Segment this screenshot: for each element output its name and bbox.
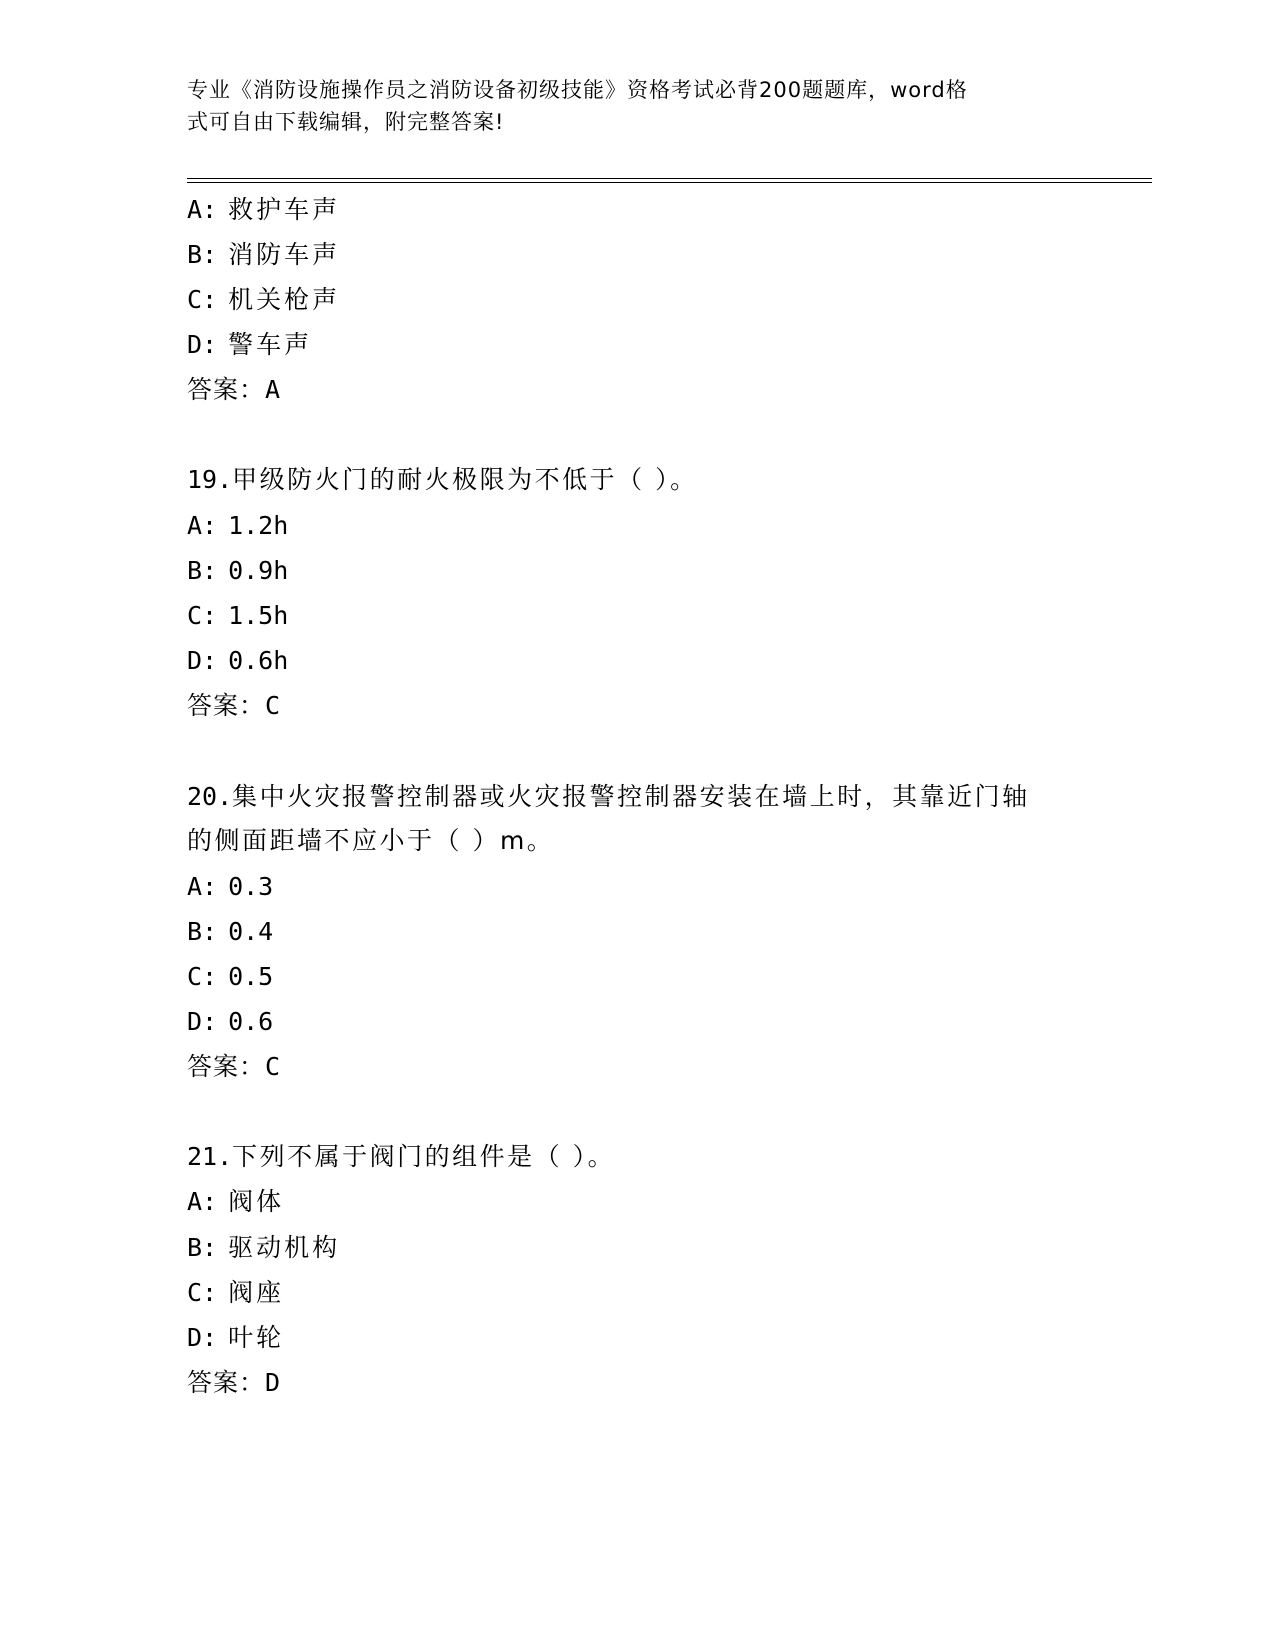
option-b: [187, 555, 288, 587]
option-d: [187, 1006, 273, 1038]
question-number: 20.: [187, 782, 233, 811]
question-text-line-1: 集中火灾报警控制器或火灾报警控制器安装在墙上时，其靠近门轴: [232, 782, 1030, 811]
option-label: B:: [187, 1233, 218, 1262]
option-c: [187, 284, 340, 316]
answer-label: 答案：: [187, 691, 266, 720]
option-a: [187, 510, 288, 542]
answer-value: D: [265, 1368, 282, 1397]
option-text: 0.6: [228, 1007, 274, 1036]
option-label: D:: [187, 1007, 218, 1036]
option-d: [187, 645, 288, 677]
option-a: [187, 871, 273, 903]
option-text: 消防车声: [228, 240, 341, 269]
option-label: B:: [187, 556, 218, 585]
answer-line: [187, 374, 281, 406]
answer-label: 答案：: [187, 1052, 266, 1081]
option-label: C:: [187, 285, 218, 314]
option-label: C:: [187, 1278, 218, 1307]
option-label: A:: [187, 1187, 218, 1216]
answer-label: 答案：: [187, 375, 266, 404]
option-c: [187, 600, 288, 632]
question-text: 甲级防火门的耐火极限为不低于（ ）。: [232, 465, 698, 494]
option-text: 1.5h: [228, 601, 289, 630]
option-text: 阀座: [228, 1278, 285, 1307]
option-a: [187, 1186, 284, 1218]
header-line-1: 专业《消防设施操作员之消防设备初级技能》资格考试必背200题题库，word格: [187, 78, 968, 102]
option-text: 0.4: [228, 917, 274, 946]
option-text: 救护车声: [228, 195, 341, 224]
question-21: [187, 1141, 615, 1173]
option-label: B:: [187, 240, 218, 269]
option-b: [187, 239, 340, 271]
option-text: 驱动机构: [228, 1233, 341, 1262]
option-text: 0.3: [228, 872, 274, 901]
option-text: 警车声: [228, 330, 313, 359]
option-label: D:: [187, 330, 218, 359]
option-c: [187, 961, 273, 993]
option-label: C:: [187, 601, 218, 630]
option-d: [187, 329, 312, 361]
option-text: 机关枪声: [228, 285, 341, 314]
question-text: 下列不属于阀门的组件是（ ）。: [232, 1142, 616, 1171]
option-text: 0.9h: [228, 556, 289, 585]
option-text: 叶轮: [228, 1323, 285, 1352]
answer-line: [187, 1051, 281, 1083]
question-19: [187, 464, 698, 496]
option-a: [187, 194, 340, 226]
answer-line: [187, 1367, 281, 1399]
question-20: [187, 781, 1030, 813]
option-label: A:: [187, 195, 218, 224]
option-text: 阀体: [228, 1187, 285, 1216]
question-number: 19.: [187, 465, 233, 494]
option-label: D:: [187, 646, 218, 675]
answer-value: C: [265, 1052, 282, 1081]
answer-label: 答案：: [187, 1368, 266, 1397]
answer-line: [187, 690, 281, 722]
question-text-line-2: 的侧面距墙不应小于（ ）m。: [187, 826, 555, 855]
header-divider-top: [187, 178, 1152, 179]
option-b: [187, 916, 273, 948]
question-20-continued: [187, 825, 554, 857]
option-c: [187, 1277, 284, 1309]
option-label: C:: [187, 962, 218, 991]
option-label: B:: [187, 917, 218, 946]
option-label: A:: [187, 511, 218, 540]
option-b: [187, 1232, 340, 1264]
option-label: A:: [187, 872, 218, 901]
option-text: 0.6h: [228, 646, 289, 675]
option-text: 1.2h: [228, 511, 289, 540]
option-label: D:: [187, 1323, 218, 1352]
answer-value: A: [265, 375, 282, 404]
document-header: [187, 74, 1067, 138]
option-text: 0.5: [228, 962, 274, 991]
question-number: 21.: [187, 1142, 233, 1171]
answer-value: C: [265, 691, 282, 720]
header-divider-bottom: [187, 182, 1152, 183]
option-d: [187, 1322, 284, 1354]
header-line-2: 式可自由下载编辑，附完整答案!: [187, 110, 505, 134]
